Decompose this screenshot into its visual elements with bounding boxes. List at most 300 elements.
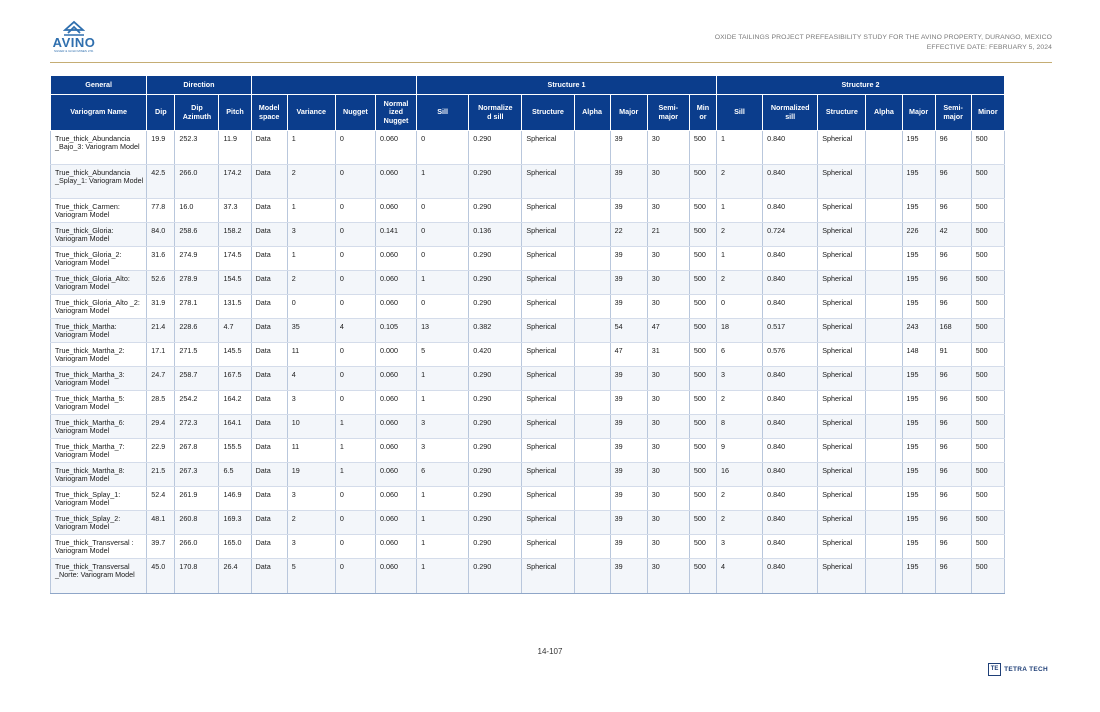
table-cell: 500 bbox=[971, 391, 1004, 415]
column-header: Structure bbox=[522, 95, 574, 131]
table-cell: 19 bbox=[287, 463, 335, 487]
table-cell: 266.0 bbox=[175, 165, 219, 199]
table-cell: 1 bbox=[716, 247, 762, 271]
table-cell: Spherical bbox=[818, 415, 866, 439]
table-cell: 16 bbox=[716, 463, 762, 487]
table-cell: Spherical bbox=[522, 439, 574, 463]
table-cell: 0.290 bbox=[469, 295, 522, 319]
table-cell: 17.1 bbox=[147, 343, 175, 367]
table-cell: 30 bbox=[647, 415, 689, 439]
table-cell: 30 bbox=[647, 463, 689, 487]
table-body bbox=[51, 131, 1005, 594]
table-cell bbox=[574, 247, 610, 271]
table-cell: 500 bbox=[971, 343, 1004, 367]
table-cell: 21.4 bbox=[147, 319, 175, 343]
table-cell: 169.3 bbox=[219, 511, 251, 535]
column-header: Normal ized Nugget bbox=[375, 95, 416, 131]
table-cell: 0.290 bbox=[469, 271, 522, 295]
table-cell: 19.9 bbox=[147, 131, 175, 165]
table-row bbox=[51, 319, 1005, 343]
table-cell: 0.840 bbox=[763, 487, 818, 511]
table-cell bbox=[866, 367, 902, 391]
page-number: 14-107 bbox=[537, 647, 563, 656]
column-header: Major bbox=[610, 95, 647, 131]
table-cell: 96 bbox=[935, 131, 971, 165]
table-cell: 228.6 bbox=[175, 319, 219, 343]
table-row bbox=[51, 295, 1005, 319]
table-cell: 42.5 bbox=[147, 165, 175, 199]
column-header: Major bbox=[902, 95, 935, 131]
variogram-name-cell: True_thick_Martha: Variogram Model bbox=[51, 319, 147, 343]
column-header: Sill bbox=[417, 95, 469, 131]
table-cell: 2 bbox=[716, 511, 762, 535]
table-cell bbox=[866, 165, 902, 199]
table-cell: Data bbox=[251, 165, 287, 199]
table-cell: 96 bbox=[935, 463, 971, 487]
table-cell: Spherical bbox=[818, 439, 866, 463]
table-cell bbox=[574, 165, 610, 199]
variogram-table bbox=[50, 75, 1005, 594]
table-cell: 30 bbox=[647, 165, 689, 199]
table-cell: 22.9 bbox=[147, 439, 175, 463]
table-cell: 0.840 bbox=[763, 535, 818, 559]
table-cell: 52.4 bbox=[147, 487, 175, 511]
table-cell: 13 bbox=[417, 319, 469, 343]
table-cell: 91 bbox=[935, 343, 971, 367]
table-cell: 0.840 bbox=[763, 559, 818, 594]
table-cell: 22 bbox=[610, 223, 647, 247]
table-cell: 0.060 bbox=[375, 559, 416, 594]
table-cell: 26.4 bbox=[219, 559, 251, 594]
table-cell: 500 bbox=[689, 559, 716, 594]
table-cell: 0.060 bbox=[375, 271, 416, 295]
table-cell: 0 bbox=[335, 271, 375, 295]
column-header: Dip bbox=[147, 95, 175, 131]
table-cell: 77.8 bbox=[147, 199, 175, 223]
table-cell: 3 bbox=[287, 391, 335, 415]
table-cell: 500 bbox=[971, 199, 1004, 223]
table-cell: 39 bbox=[610, 247, 647, 271]
table-cell bbox=[574, 131, 610, 165]
table-cell: 1 bbox=[417, 367, 469, 391]
table-cell: 195 bbox=[902, 271, 935, 295]
table-cell: 0.000 bbox=[375, 343, 416, 367]
table-row bbox=[51, 415, 1005, 439]
table-cell: 0.840 bbox=[763, 439, 818, 463]
variogram-name-cell: True_thick_Martha_6: Variogram Model bbox=[51, 415, 147, 439]
table-cell: 500 bbox=[971, 165, 1004, 199]
header-rule bbox=[50, 62, 1052, 63]
table-cell: Spherical bbox=[818, 463, 866, 487]
table-cell: 3 bbox=[716, 367, 762, 391]
table-cell: 4 bbox=[287, 367, 335, 391]
table-cell: 0.290 bbox=[469, 487, 522, 511]
table-cell: 195 bbox=[902, 367, 935, 391]
table-cell: 35 bbox=[287, 319, 335, 343]
table-cell: 3 bbox=[287, 535, 335, 559]
table-cell bbox=[866, 487, 902, 511]
table-cell: 195 bbox=[902, 247, 935, 271]
table-cell: 1 bbox=[417, 165, 469, 199]
table-cell: Spherical bbox=[818, 247, 866, 271]
table-cell: 0 bbox=[335, 223, 375, 247]
table-cell: 96 bbox=[935, 439, 971, 463]
table-cell: 39 bbox=[610, 511, 647, 535]
table-cell: 170.8 bbox=[175, 559, 219, 594]
table-cell: 2 bbox=[716, 487, 762, 511]
column-header: Variance bbox=[287, 95, 335, 131]
table-cell: 500 bbox=[971, 319, 1004, 343]
table-cell: 0 bbox=[287, 295, 335, 319]
column-header: Normalized sill bbox=[763, 95, 818, 131]
table-cell bbox=[866, 319, 902, 343]
table-cell: 500 bbox=[971, 131, 1004, 165]
table-cell: 0.290 bbox=[469, 391, 522, 415]
table-cell: 10 bbox=[287, 415, 335, 439]
table-cell: 158.2 bbox=[219, 223, 251, 247]
table-cell: Data bbox=[251, 439, 287, 463]
table-cell: Spherical bbox=[522, 295, 574, 319]
table-row bbox=[51, 343, 1005, 367]
table-cell: Data bbox=[251, 131, 287, 165]
table-cell: 500 bbox=[971, 415, 1004, 439]
column-header: Alpha bbox=[866, 95, 902, 131]
table-cell: 0 bbox=[335, 391, 375, 415]
table-cell: Data bbox=[251, 391, 287, 415]
table-cell: 3 bbox=[287, 223, 335, 247]
table-cell: Spherical bbox=[818, 165, 866, 199]
table-cell: 8 bbox=[716, 415, 762, 439]
table-cell: 258.6 bbox=[175, 223, 219, 247]
table-cell bbox=[866, 199, 902, 223]
table-cell: 195 bbox=[902, 439, 935, 463]
table-cell: 195 bbox=[902, 165, 935, 199]
table-cell: 243 bbox=[902, 319, 935, 343]
table-cell: 39 bbox=[610, 295, 647, 319]
variogram-name-cell: True_thick_Transversal : Variogram Model bbox=[51, 535, 147, 559]
variogram-name-cell: True_thick_Abundancia _Bajo_3: Variogram Model bbox=[51, 131, 147, 165]
table-cell: 96 bbox=[935, 415, 971, 439]
table-cell: 30 bbox=[647, 247, 689, 271]
table-cell: 2 bbox=[716, 165, 762, 199]
table-cell: 0 bbox=[716, 295, 762, 319]
table-cell: 39 bbox=[610, 535, 647, 559]
table-cell: 0.060 bbox=[375, 295, 416, 319]
table-cell: Spherical bbox=[522, 343, 574, 367]
table-cell: 0.290 bbox=[469, 247, 522, 271]
table-row bbox=[51, 535, 1005, 559]
table-cell: 274.9 bbox=[175, 247, 219, 271]
table-cell: 0.576 bbox=[763, 343, 818, 367]
table-cell: 39 bbox=[610, 271, 647, 295]
tetra-tech-badge-icon: TE bbox=[988, 663, 1001, 676]
table-cell: Spherical bbox=[522, 131, 574, 165]
table-cell: Data bbox=[251, 271, 287, 295]
column-header: Structure bbox=[818, 95, 866, 131]
variogram-name-cell: True_thick_Martha_5: Variogram Model bbox=[51, 391, 147, 415]
table-cell: 11 bbox=[287, 439, 335, 463]
table-cell: 45.0 bbox=[147, 559, 175, 594]
table-row bbox=[51, 487, 1005, 511]
table-cell: 39 bbox=[610, 415, 647, 439]
table-cell: Spherical bbox=[818, 271, 866, 295]
table-cell: 31.9 bbox=[147, 295, 175, 319]
table-cell: 96 bbox=[935, 247, 971, 271]
table-cell bbox=[574, 295, 610, 319]
table-cell: Spherical bbox=[818, 131, 866, 165]
table-cell: 4.7 bbox=[219, 319, 251, 343]
table-cell: Spherical bbox=[522, 199, 574, 223]
table-cell: 18 bbox=[716, 319, 762, 343]
table-cell: 30 bbox=[647, 559, 689, 594]
table-cell: 0.290 bbox=[469, 165, 522, 199]
table-cell: 30 bbox=[647, 535, 689, 559]
table-cell: 39 bbox=[610, 439, 647, 463]
table-cell: 164.1 bbox=[219, 415, 251, 439]
table-cell: 96 bbox=[935, 511, 971, 535]
table-cell: Spherical bbox=[818, 367, 866, 391]
table-cell: 0.840 bbox=[763, 367, 818, 391]
table-cell: 0.840 bbox=[763, 463, 818, 487]
table-cell: Spherical bbox=[818, 535, 866, 559]
table-cell: 96 bbox=[935, 199, 971, 223]
table-cell: 0 bbox=[335, 165, 375, 199]
table-cell: Spherical bbox=[818, 511, 866, 535]
table-cell: Spherical bbox=[522, 165, 574, 199]
table-cell: 16.0 bbox=[175, 199, 219, 223]
table-cell: Data bbox=[251, 343, 287, 367]
table-cell: 0.517 bbox=[763, 319, 818, 343]
table-cell bbox=[574, 559, 610, 594]
table-cell: Data bbox=[251, 295, 287, 319]
table-cell: 0.060 bbox=[375, 415, 416, 439]
table-cell: 500 bbox=[971, 247, 1004, 271]
table-cell: 0.840 bbox=[763, 295, 818, 319]
variogram-name-cell: True_thick_Martha_8: Variogram Model bbox=[51, 463, 147, 487]
effective-date: EFFECTIVE DATE: FEBRUARY 5, 2024 bbox=[926, 44, 1052, 51]
table-row bbox=[51, 559, 1005, 594]
table-cell bbox=[866, 247, 902, 271]
tetra-tech-logo bbox=[988, 661, 1048, 677]
table-cell: 0 bbox=[335, 199, 375, 223]
table-cell: 167.5 bbox=[219, 367, 251, 391]
table-cell: 168 bbox=[935, 319, 971, 343]
table-cell: Data bbox=[251, 199, 287, 223]
table-cell: 226 bbox=[902, 223, 935, 247]
table-cell: 500 bbox=[971, 295, 1004, 319]
table-cell: 31 bbox=[647, 343, 689, 367]
table-cell: 37.3 bbox=[219, 199, 251, 223]
table-cell: 30 bbox=[647, 391, 689, 415]
table-cell: Spherical bbox=[522, 535, 574, 559]
avino-logo-icon bbox=[63, 20, 85, 36]
table-cell: 39 bbox=[610, 391, 647, 415]
table-cell: 252.3 bbox=[175, 131, 219, 165]
group-header: Direction bbox=[147, 76, 251, 95]
table-cell: Spherical bbox=[522, 247, 574, 271]
table-cell: Spherical bbox=[818, 223, 866, 247]
table-cell: 29.4 bbox=[147, 415, 175, 439]
table-cell bbox=[574, 463, 610, 487]
table-cell: 3 bbox=[716, 535, 762, 559]
table-cell: 48.1 bbox=[147, 511, 175, 535]
table-row bbox=[51, 131, 1005, 165]
table-cell bbox=[574, 391, 610, 415]
table-cell bbox=[574, 223, 610, 247]
table-cell: Spherical bbox=[522, 319, 574, 343]
table-cell: 28.5 bbox=[147, 391, 175, 415]
table-cell: 145.5 bbox=[219, 343, 251, 367]
table-cell: 195 bbox=[902, 415, 935, 439]
table-cell: 272.3 bbox=[175, 415, 219, 439]
table-cell: 0.290 bbox=[469, 511, 522, 535]
column-header: Pitch bbox=[219, 95, 251, 131]
table-row bbox=[51, 247, 1005, 271]
table-cell: 39 bbox=[610, 463, 647, 487]
variogram-name-cell: True_thick_Abundancia _Splay_1: Variogram Model bbox=[51, 165, 147, 199]
table-cell: 3 bbox=[287, 487, 335, 511]
table-cell bbox=[574, 271, 610, 295]
table-cell: 0 bbox=[417, 131, 469, 165]
variogram-name-cell: True_thick_Carmen: Variogram Model bbox=[51, 199, 147, 223]
table-cell: 54 bbox=[610, 319, 647, 343]
table-cell: 0 bbox=[335, 343, 375, 367]
table-cell: 0 bbox=[417, 247, 469, 271]
table-cell: 195 bbox=[902, 199, 935, 223]
table-cell: Data bbox=[251, 247, 287, 271]
table-cell: Spherical bbox=[522, 223, 574, 247]
column-header: Alpha bbox=[574, 95, 610, 131]
table-cell: 195 bbox=[902, 535, 935, 559]
table-cell: Spherical bbox=[522, 271, 574, 295]
table-cell: 195 bbox=[902, 391, 935, 415]
table-cell: 6.5 bbox=[219, 463, 251, 487]
table-cell: Spherical bbox=[818, 559, 866, 594]
table-cell: 0 bbox=[335, 559, 375, 594]
table-cell: 2 bbox=[287, 511, 335, 535]
table-cell: 39 bbox=[610, 165, 647, 199]
table-cell: 1 bbox=[417, 487, 469, 511]
table-cell: 39 bbox=[610, 367, 647, 391]
table-cell: 39.7 bbox=[147, 535, 175, 559]
table-cell: 4 bbox=[335, 319, 375, 343]
table-cell: 500 bbox=[689, 367, 716, 391]
table-cell: 1 bbox=[716, 199, 762, 223]
table-cell bbox=[574, 199, 610, 223]
table-cell bbox=[574, 343, 610, 367]
table-cell bbox=[574, 535, 610, 559]
table-cell: 47 bbox=[610, 343, 647, 367]
table-cell: 195 bbox=[902, 463, 935, 487]
column-header: Normalize d sill bbox=[469, 95, 522, 131]
column-header: Semi- major bbox=[647, 95, 689, 131]
table-cell: 39 bbox=[610, 131, 647, 165]
table-cell: Data bbox=[251, 223, 287, 247]
group-header: Structure 2 bbox=[716, 76, 1004, 95]
column-header: Min or bbox=[689, 95, 716, 131]
table-cell: 1 bbox=[417, 535, 469, 559]
table-cell: 500 bbox=[689, 223, 716, 247]
table-row bbox=[51, 511, 1005, 535]
table-cell: Data bbox=[251, 511, 287, 535]
table-cell bbox=[866, 131, 902, 165]
table-row bbox=[51, 439, 1005, 463]
table-cell: 1 bbox=[287, 199, 335, 223]
table-cell: 6 bbox=[716, 343, 762, 367]
table-cell: 39 bbox=[610, 199, 647, 223]
table-cell: 0 bbox=[335, 247, 375, 271]
table-cell: Data bbox=[251, 559, 287, 594]
table-cell: 96 bbox=[935, 271, 971, 295]
table-cell: 0.290 bbox=[469, 439, 522, 463]
table-cell: 0.290 bbox=[469, 199, 522, 223]
table-cell: 4 bbox=[716, 559, 762, 594]
variogram-name-cell: True_thick_Splay_1: Variogram Model bbox=[51, 487, 147, 511]
table-cell: 260.8 bbox=[175, 511, 219, 535]
column-header: Minor bbox=[971, 95, 1004, 131]
table-cell bbox=[574, 415, 610, 439]
table-cell: 11 bbox=[287, 343, 335, 367]
variogram-name-cell: True_thick_Gloria_Alto _2: Variogram Model bbox=[51, 295, 147, 319]
table-cell: 0 bbox=[335, 131, 375, 165]
table-cell: 500 bbox=[971, 271, 1004, 295]
table-cell: 500 bbox=[971, 367, 1004, 391]
table-cell: 30 bbox=[647, 131, 689, 165]
table-cell: 195 bbox=[902, 295, 935, 319]
table-cell: Spherical bbox=[522, 367, 574, 391]
table-cell: 96 bbox=[935, 391, 971, 415]
table-cell: 1 bbox=[335, 463, 375, 487]
table-cell: 500 bbox=[689, 343, 716, 367]
table-cell: 0 bbox=[335, 367, 375, 391]
table-cell: Spherical bbox=[818, 319, 866, 343]
table-cell: 0.290 bbox=[469, 463, 522, 487]
table-cell bbox=[866, 463, 902, 487]
table-cell bbox=[574, 367, 610, 391]
table-cell: 0 bbox=[417, 295, 469, 319]
group-header-row bbox=[51, 76, 1005, 95]
report-title: OXIDE TAILINGS PROJECT PREFEASIBILITY STUDY FOR THE AVINO PROPERTY, DURANGO, MEXICO bbox=[714, 34, 1052, 41]
variogram-name-cell: True_thick_Gloria_2: Variogram Model bbox=[51, 247, 147, 271]
table-row bbox=[51, 223, 1005, 247]
table-cell: 195 bbox=[902, 511, 935, 535]
table-cell: 96 bbox=[935, 535, 971, 559]
table-cell: 1 bbox=[335, 439, 375, 463]
table-cell: 30 bbox=[647, 199, 689, 223]
table-cell: Spherical bbox=[818, 391, 866, 415]
table-cell: 0.060 bbox=[375, 199, 416, 223]
table-cell: 1 bbox=[417, 391, 469, 415]
table-cell: Spherical bbox=[818, 295, 866, 319]
variogram-name-cell: True_thick_Splay_2: Variogram Model bbox=[51, 511, 147, 535]
table-cell bbox=[574, 319, 610, 343]
column-header: Variogram Name bbox=[51, 95, 147, 131]
table-cell: 165.0 bbox=[219, 535, 251, 559]
table-cell: 500 bbox=[689, 487, 716, 511]
table-cell: 96 bbox=[935, 295, 971, 319]
table-cell: 0.105 bbox=[375, 319, 416, 343]
table-cell: 500 bbox=[689, 439, 716, 463]
table-cell: 0 bbox=[417, 199, 469, 223]
table-cell: 0 bbox=[417, 223, 469, 247]
table-cell: 0.136 bbox=[469, 223, 522, 247]
table-cell bbox=[574, 511, 610, 535]
column-header: Nugget bbox=[335, 95, 375, 131]
table-cell: 9 bbox=[716, 439, 762, 463]
table-cell: 174.5 bbox=[219, 247, 251, 271]
table-cell: 0.840 bbox=[763, 511, 818, 535]
table-cell: 0.840 bbox=[763, 391, 818, 415]
